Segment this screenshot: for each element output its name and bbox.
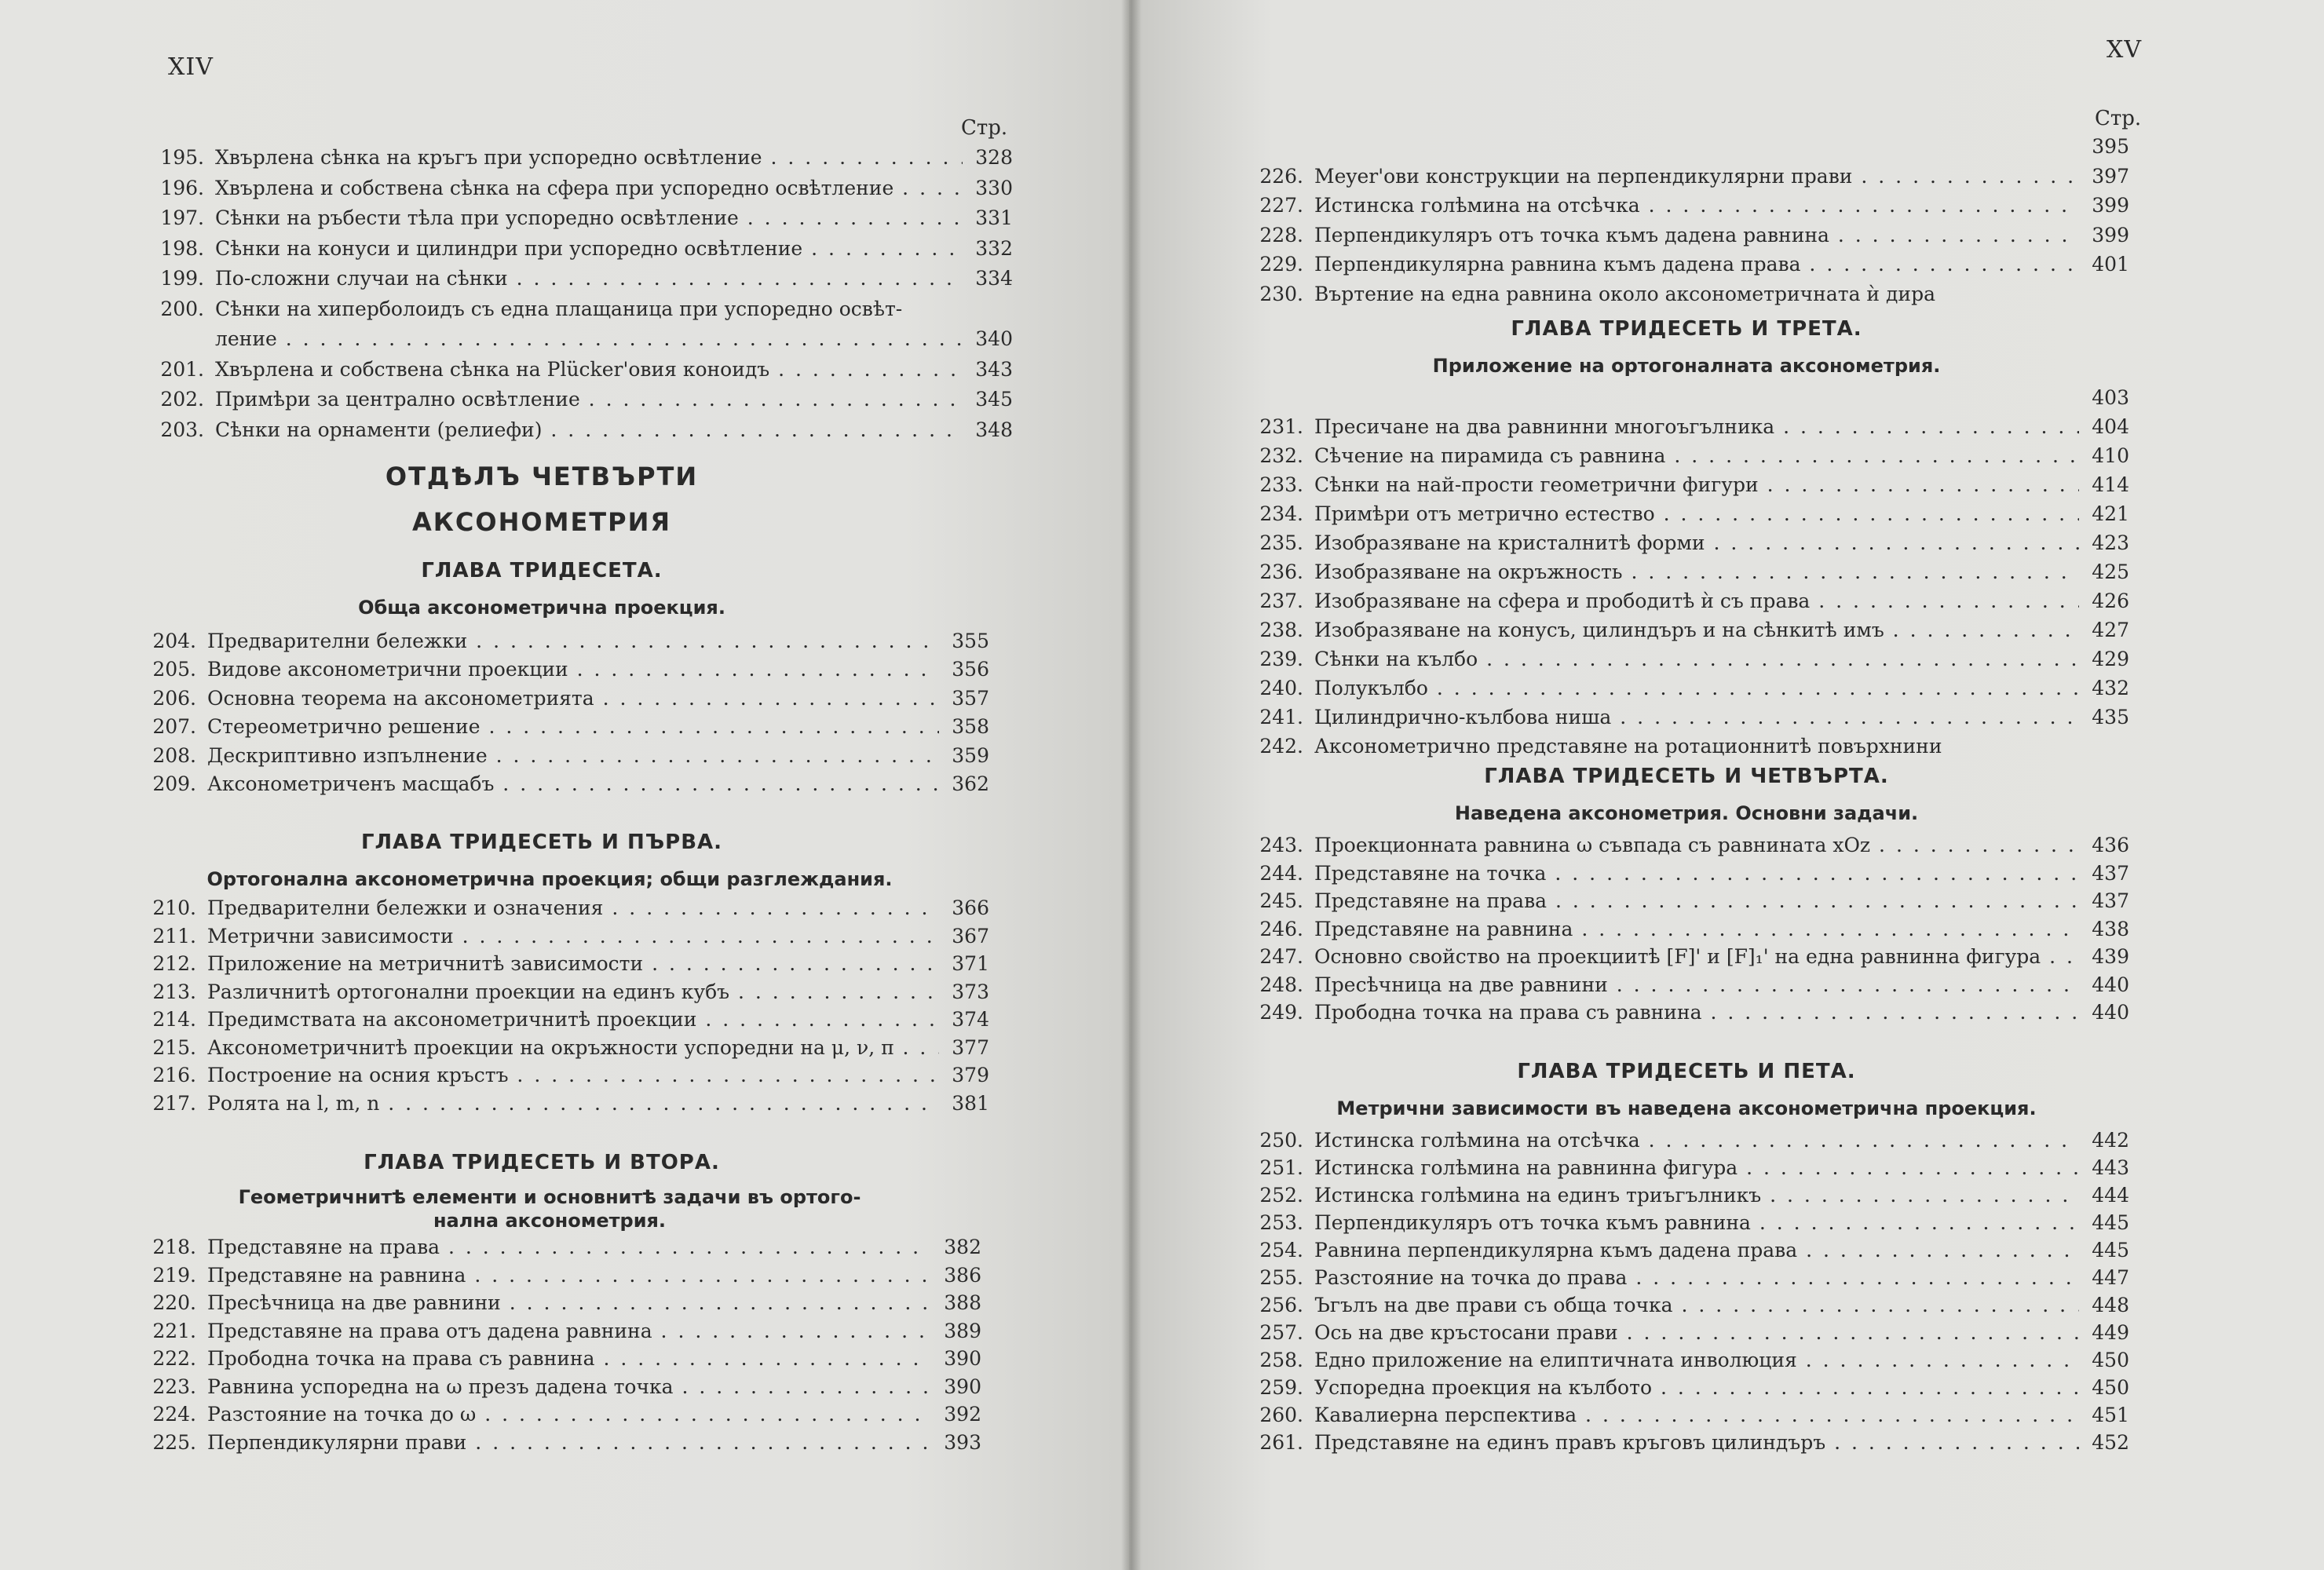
- toc-entry-title: Въртение на една равнина около аксонометричната ѝ дира: [1314, 282, 1936, 305]
- toc-entry: [141, 743, 989, 769]
- toc-entry-number: 196.: [160, 176, 204, 199]
- toc-entry-page: 390: [944, 1347, 981, 1370]
- toc-entry-title: Изобразяване на конусъ, цилиндъръ и на сѣнкитѣ имъ . . .: [1314, 617, 2079, 644]
- toc-entry-title: Хвърлена и собствена сѣнка на сфера при успоредно освѣтление . . .: [215, 175, 963, 202]
- toc-entry-number: 197.: [160, 206, 204, 229]
- toc-entry-page: 410: [2092, 444, 2129, 467]
- toc-entry-number: 219.: [152, 1263, 196, 1287]
- toc-entry: [1248, 192, 2129, 219]
- toc-entry: [1248, 675, 2129, 702]
- toc-entry: [141, 895, 989, 922]
- part-subtitle: АКСОНОМЕТРИЯ: [412, 507, 671, 537]
- toc-entry-page: 330: [975, 176, 1013, 199]
- toc-entry-title: Предварителни бележки и означения . . .: [207, 895, 939, 922]
- toc-entry: [149, 326, 1013, 352]
- toc-entry-page: 445: [2092, 1239, 2129, 1261]
- toc-entry: [1248, 1127, 2129, 1154]
- toc-entry-title: Предимствата на аксонометричнитѣ проекции . . .: [207, 1006, 939, 1033]
- toc-entry-page: 348: [975, 418, 1013, 441]
- toc-entry-page: 437: [2092, 861, 2129, 885]
- toc-entry: [1248, 1292, 2129, 1319]
- toc-entry-page: 371: [952, 952, 989, 975]
- toc-entry-number: 214.: [152, 1008, 196, 1031]
- chapter-34-subtitle: Наведена аксонометрия. Основни задачи.: [1454, 802, 1919, 824]
- toc-entry-page: 404: [2092, 415, 2129, 438]
- toc-entry-title: Сѣнки на ръбести тѣла при успоредно освѣтление . . .: [215, 205, 963, 232]
- toc-entry-page: 436: [2092, 834, 2129, 856]
- toc-entry-number: 217.: [152, 1091, 196, 1115]
- toc-entry-page: 389: [944, 1319, 981, 1342]
- toc-entry-title: Пресичане на два равнинни многоъгълника . . .: [1314, 414, 2079, 440]
- toc-entry: [141, 1234, 981, 1261]
- toc-entry: [1248, 1155, 2129, 1181]
- chapter-35-subtitle: Метрични зависимости въ наведена аксонометрична проекция.: [1336, 1097, 2037, 1119]
- toc-entry: [1248, 1182, 2129, 1209]
- toc-entry-number: 207.: [152, 715, 196, 739]
- toc-entry-page: 399: [2092, 194, 2129, 217]
- toc-entry: [1248, 944, 2129, 970]
- toc-entry-number: 200.: [160, 297, 204, 320]
- toc-entry-number: 232.: [1259, 444, 1303, 467]
- toc-entry-title: Ролята на l, m, n . . .: [207, 1090, 939, 1117]
- toc-entry: [141, 714, 989, 740]
- toc-entry-page: 381: [952, 1091, 989, 1115]
- toc-entry-title: Сѣнки на хиперболоидъ съ една плащаница при успоредно освѣт-: [215, 297, 903, 320]
- toc-entry-title: Прободна точка на права съ равнина . . .: [1314, 999, 2079, 1026]
- toc-entry-title: Представяне на права . . .: [207, 1234, 931, 1261]
- chapter-30-subtitle: Обща аксонометрична проекция.: [358, 597, 725, 619]
- toc-entry-page: 399: [2092, 223, 2129, 246]
- toc-entry-number: 211.: [152, 924, 196, 947]
- toc-entry-page: 449: [2092, 1321, 2129, 1344]
- toc-entry-page: 451: [2092, 1404, 2129, 1426]
- toc-entry-title: Стереометрично решение . . .: [207, 714, 939, 740]
- page-number-right: XV: [2106, 36, 2142, 64]
- toc-entry: [141, 628, 989, 655]
- toc-entry-title: Разстояние на точка до права . . .: [1314, 1265, 2079, 1291]
- toc-entry: [141, 685, 989, 712]
- toc-entry-title: Построение на осния кръстъ . . .: [207, 1062, 939, 1089]
- toc-entry: [1248, 617, 2129, 644]
- toc-entry: [149, 386, 1013, 413]
- toc-entry-page: 331: [975, 206, 1013, 229]
- toc-entry-page: 414: [2092, 473, 2129, 496]
- toc-entry: [1248, 646, 2129, 673]
- toc-entry-number: 230.: [1259, 282, 1303, 305]
- toc-entry-title: Перпендикуляръ отъ точка къмъ равнина . . .: [1314, 1210, 2079, 1236]
- toc-entry-page: 437: [2092, 889, 2129, 912]
- toc-entry: [141, 1318, 981, 1345]
- toc-entry-number: 240.: [1259, 677, 1303, 699]
- toc-entry-title: Приложение на метричнитѣ зависимости . . .: [207, 951, 939, 977]
- toc-entry-title: Представяне на права отъ дадена равнина . . .: [207, 1318, 931, 1345]
- toc-entry: [141, 1345, 981, 1372]
- toc-entry-page: 386: [944, 1263, 981, 1287]
- chapter-33-subtitle: Приложение на ортогоналната аксонометрия.: [1432, 355, 1941, 377]
- toc-entry-page: 388: [944, 1291, 981, 1314]
- toc-entry-title: Перпендикулярна равнина къмъ дадена права . . .: [1314, 251, 2079, 278]
- toc-entry: [149, 265, 1013, 292]
- toc-entry-number: 221.: [152, 1319, 196, 1342]
- toc-entry-number: 253.: [1259, 1211, 1303, 1234]
- toc-entry-title: Истинска голѣмина на отсѣчка . . .: [1314, 1127, 2079, 1154]
- right-page: [1129, 0, 2324, 1570]
- toc-entry: [141, 1401, 981, 1428]
- toc-entry-number: 198.: [160, 236, 204, 260]
- toc-entry-number: 236.: [1259, 560, 1303, 583]
- toc-entry-title: Проекционната равнина ω съвпада съ равнината xOz . . .: [1314, 832, 2079, 859]
- toc-entry-title: Хвърлена сѣнка на кръгъ при успоредно освѣтление . . .: [215, 144, 963, 171]
- toc-entry: [141, 1090, 989, 1117]
- toc-entry-page: 445: [2092, 1211, 2129, 1234]
- toc-entry: [1248, 385, 2129, 411]
- toc-entry: [1248, 414, 2129, 440]
- toc-entry-number: 242.: [1259, 735, 1303, 758]
- chapter-34-title: ГЛАВА ТРИДЕСЕТЬ И ЧЕТВЪРТА.: [1484, 765, 1889, 788]
- toc-entry-title: Сѣнки на конуси и цилиндри при успоредно освѣтление . . .: [215, 236, 963, 262]
- toc-entry-number: 254.: [1259, 1239, 1303, 1261]
- part-title: ОТДѢЛЪ ЧЕТВЪРТИ: [385, 462, 699, 491]
- toc-entry-page: 403: [2092, 386, 2129, 409]
- toc-entry-page: 374: [952, 1008, 989, 1031]
- toc-entry-title: Прободна точка на права съ равнина . . .: [207, 1345, 931, 1372]
- toc-entry: [1248, 972, 2129, 999]
- toc-entry-title: Изобразяване на окръжность . . .: [1314, 559, 2079, 586]
- toc-entry: [1248, 1429, 2129, 1456]
- toc-entry-title: Полукълбо . . .: [1314, 675, 2079, 702]
- toc-entry-page: 393: [944, 1430, 981, 1454]
- toc-entry: [1248, 1210, 2129, 1236]
- toc-entry-title: Представяне на равнина . . .: [1314, 916, 2079, 943]
- toc-entry-title: Сѣчение на пирамида съ равнина . . .: [1314, 443, 2079, 469]
- toc-entry-number: 195.: [160, 146, 204, 169]
- toc-entry: [1248, 251, 2129, 278]
- toc-entry-number: 216.: [152, 1064, 196, 1086]
- toc-entry-page: 421: [2092, 502, 2129, 525]
- toc-entry-number: 209.: [152, 772, 196, 795]
- toc-entry-page: 367: [952, 924, 989, 947]
- toc-entry-page: 358: [952, 715, 989, 739]
- toc-entry-number: 201.: [160, 357, 204, 381]
- toc-entry-number: 226.: [1259, 164, 1303, 188]
- page-number-left: XIV: [168, 53, 214, 81]
- toc-entry-title: Истинска голѣмина на отсѣчка . . .: [1314, 192, 2079, 219]
- toc-entry: [1248, 704, 2129, 731]
- toc-entry-title: Изобразяване на кристалнитѣ форми . . .: [1314, 530, 2079, 557]
- toc-entry: [141, 979, 989, 1006]
- toc-entry-page: 450: [2092, 1376, 2129, 1399]
- left-page: [0, 0, 1129, 1570]
- toc-entry-page: 382: [944, 1236, 981, 1258]
- toc-entry-number: 243.: [1259, 834, 1303, 856]
- toc-entry-number: 224.: [152, 1403, 196, 1426]
- toc-entry-page: 366: [952, 896, 989, 919]
- toc-entry-title: Meyer'ови конструкции на перпендикулярни прави . . .: [1314, 163, 2079, 190]
- toc-entry-page: 448: [2092, 1294, 2129, 1316]
- toc-entry-title: Истинска голѣмина на единъ триъгълникъ . . .: [1314, 1182, 2079, 1209]
- toc-entry-number: 208.: [152, 743, 196, 767]
- toc-entry: [1248, 1402, 2129, 1429]
- chapter-30-title: ГЛАВА ТРИДЕСЕТА.: [421, 559, 663, 582]
- toc-entry-page: 452: [2092, 1431, 2129, 1454]
- toc-entry-page: 443: [2092, 1156, 2129, 1179]
- toc-entry-number: 251.: [1259, 1156, 1303, 1179]
- toc-entry: [141, 1374, 981, 1400]
- chapter-31-subtitle: Ортогонална аксонометрична проекция; общи разглеждания.: [206, 868, 893, 890]
- chapter-32-title: ГЛАВА ТРИДЕСЕТЬ И ВТОРА.: [364, 1151, 720, 1174]
- toc-entry-number: 241.: [1259, 706, 1303, 728]
- toc-entry-title: Представяне на точка . . .: [1314, 860, 2079, 887]
- toc-entry: [1248, 999, 2129, 1026]
- toc-entry-title: Примѣри отъ метрично естество . . .: [1314, 501, 2079, 528]
- toc-entry-page: 429: [2092, 648, 2129, 670]
- toc-entry-title: Разстояние на точка до ω . . .: [207, 1401, 931, 1428]
- toc-entry-page: 355: [952, 630, 989, 652]
- toc-entry-number: 259.: [1259, 1376, 1303, 1399]
- toc-entry-title: Пресѣчница на две равнини . . .: [207, 1290, 931, 1316]
- toc-entry: [149, 417, 1013, 444]
- toc-entry-number: 255.: [1259, 1266, 1303, 1289]
- toc-entry-title: Сѣнки на най-прости геометрични фигури . . .: [1314, 472, 2079, 498]
- toc-entry-number: 233.: [1259, 473, 1303, 496]
- toc-entry-page: 442: [2092, 1129, 2129, 1152]
- toc-entry-page: 423: [2092, 531, 2129, 554]
- toc-entry-page: 444: [2092, 1184, 2129, 1207]
- toc-entry-page: 426: [2092, 590, 2129, 612]
- toc-entry: [141, 1062, 989, 1089]
- toc-entry-title: Ось на две кръстосани прави . . .: [1314, 1320, 2079, 1346]
- toc-entry-number: 222.: [152, 1347, 196, 1370]
- toc-entry: [149, 236, 1013, 262]
- toc-entry: [149, 356, 1013, 383]
- toc-entry-page: 440: [2092, 973, 2129, 996]
- toc-entry: [1248, 1375, 2129, 1401]
- toc-entry-number: 228.: [1259, 223, 1303, 246]
- toc-entry-number: 234.: [1259, 502, 1303, 525]
- toc-entry-page: 440: [2092, 1001, 2129, 1024]
- toc-entry-page: 425: [2092, 560, 2129, 583]
- toc-entry-title: Видове аксонометрични проекции . . .: [207, 656, 939, 683]
- toc-entry-page: 362: [952, 772, 989, 795]
- toc-entry-number: 235.: [1259, 531, 1303, 554]
- toc-entry-number: 220.: [152, 1291, 196, 1314]
- toc-entry-title: Дескриптивно изпълнение . . .: [207, 743, 939, 769]
- toc-entry-number: 223.: [152, 1375, 196, 1398]
- toc-entry-number: 256.: [1259, 1294, 1303, 1316]
- toc-entry-title: Примѣри за централно освѣтление . . .: [215, 386, 963, 413]
- toc-entry-page: 332: [975, 236, 1013, 260]
- toc-entry-number: 244.: [1259, 861, 1303, 885]
- page-column-label-right: Стр.: [2095, 107, 2142, 130]
- book-gutter: [1121, 0, 1142, 1570]
- toc-entry-title: Кавалиерна перспектива . . .: [1314, 1402, 2079, 1429]
- chapter-32-subtitle-line1: Геометричнитѣ елементи и основнитѣ задачи въ ортого-: [238, 1186, 861, 1208]
- toc-entry-page: 343: [975, 357, 1013, 381]
- toc-entry-number: 218.: [152, 1236, 196, 1258]
- toc-entry: [1248, 860, 2129, 887]
- toc-entry-title: Аксонометрично представяне на ротационнитѣ повърхнини: [1314, 735, 1942, 758]
- toc-entry-number: 247.: [1259, 945, 1303, 968]
- toc-entry: [141, 1006, 989, 1033]
- toc-entry: [1248, 588, 2129, 615]
- toc-entry: [1248, 163, 2129, 190]
- toc-entry-page: 447: [2092, 1266, 2129, 1289]
- chapter-31-title: ГЛАВА ТРИДЕСЕТЬ И ПЪРВА.: [360, 831, 723, 854]
- toc-entry: [1248, 501, 2129, 528]
- toc-entry-title: Хвърлена и собствена сѣнка на Plücker'овия коноидъ . . .: [215, 356, 963, 383]
- toc-entry-page: 397: [2092, 164, 2129, 188]
- toc-entry-page: 356: [952, 658, 989, 681]
- toc-entry-number: 257.: [1259, 1321, 1303, 1344]
- toc-entry-page: 450: [2092, 1349, 2129, 1371]
- toc-entry-page: 345: [975, 388, 1013, 411]
- toc-entry-title: Основна теорема на аксонометрията . . .: [207, 685, 939, 712]
- toc-entry-title: Едно приложение на елиптичната инволюция . . .: [1314, 1347, 2079, 1374]
- toc-entry: [149, 296, 1013, 323]
- toc-entry-number: 245.: [1259, 889, 1303, 912]
- toc-entry-number: 261.: [1259, 1431, 1303, 1454]
- toc-entry-number: 225.: [152, 1430, 196, 1454]
- toc-entry-title: Равнина перпендикулярна къмъ дадена права . . .: [1314, 1237, 2079, 1264]
- toc-entry-number: 215.: [152, 1035, 196, 1059]
- toc-entry-page: 377: [952, 1035, 989, 1059]
- toc-entry-number: 238.: [1259, 619, 1303, 641]
- toc-entry-page: 334: [975, 267, 1013, 290]
- toc-entry-page: 392: [944, 1403, 981, 1426]
- toc-entry-title: Цилиндрично-кълбова ниша . . .: [1314, 704, 2079, 731]
- toc-entry: [1248, 133, 2129, 160]
- toc-entry-page: 435: [2092, 706, 2129, 728]
- toc-entry-title: Аксонометричнитѣ проекции на окръжности успоредни на μ, ν, π . . .: [207, 1035, 939, 1061]
- toc-entry: [141, 1262, 981, 1289]
- toc-entry-number: 249.: [1259, 1001, 1303, 1024]
- chapter-35-title: ГЛАВА ТРИДЕСЕТЬ И ПЕТА.: [1517, 1060, 1856, 1083]
- toc-entry-title: Предварителни бележки . . .: [207, 628, 939, 655]
- toc-entry-number: 231.: [1259, 415, 1303, 438]
- toc-entry: [1248, 1265, 2129, 1291]
- toc-entry: [1248, 1320, 2129, 1346]
- toc-entry: [141, 951, 989, 977]
- toc-entry: [149, 175, 1013, 202]
- toc-entry-title: Сѣнки на орнаменти (релиефи) . . .: [215, 417, 963, 444]
- toc-entry-title: Пресѣчница на две равнини . . .: [1314, 972, 2079, 999]
- toc-entry: [1248, 443, 2129, 469]
- toc-entry: [1248, 472, 2129, 498]
- toc-entry: [1248, 1237, 2129, 1264]
- toc-entry-page: 427: [2092, 619, 2129, 641]
- toc-entry-title: Изобразяване на сфера и прободитѣ ѝ съ права . . .: [1314, 588, 2079, 615]
- toc-entry: [141, 771, 989, 798]
- page-column-label-left: Стр.: [961, 116, 1008, 140]
- toc-entry-number: 237.: [1259, 590, 1303, 612]
- toc-entry-title: Основно свойство на проекциитѣ [F]' и [F]₁' на една равнинна фигура . . .: [1314, 944, 2079, 970]
- toc-entry-page: 359: [952, 743, 989, 767]
- toc-entry: [1248, 1347, 2129, 1374]
- toc-entry-number: 210.: [152, 896, 196, 919]
- chapter-32-subtitle-line2: нална аксонометрия.: [433, 1210, 667, 1232]
- toc-entry: [141, 656, 989, 683]
- toc-entry-title: Аксонометриченъ масщабъ . . .: [207, 771, 939, 798]
- toc-entry-title: Перпендикулярни прави . . .: [207, 1429, 931, 1456]
- toc-entry-title: Представяне на права . . .: [1314, 888, 2079, 915]
- toc-entry-title: Успоредна проекция на кълбото . . .: [1314, 1375, 2079, 1401]
- toc-entry-number: 213.: [152, 980, 196, 1003]
- toc-entry-number: 205.: [152, 658, 196, 681]
- toc-entry-title: Равнина успоредна на ω презъ дадена точка . . .: [207, 1374, 931, 1400]
- toc-entry: [141, 1035, 989, 1061]
- toc-entry-page: 379: [952, 1064, 989, 1086]
- toc-entry-number: 258.: [1259, 1349, 1303, 1371]
- toc-entry-page: 395: [2092, 135, 2129, 158]
- toc-entry-number: 250.: [1259, 1129, 1303, 1152]
- toc-entry-title: Различнитѣ ортогонални проекции на единъ кубъ . . .: [207, 979, 939, 1006]
- chapter-33-title: ГЛАВА ТРИДЕСЕТЬ И ТРЕТА.: [1511, 317, 1862, 341]
- toc-entry: [1248, 222, 2129, 249]
- toc-entry-title: Ъгълъ на две прави съ обща точка . . .: [1314, 1292, 2079, 1319]
- toc-entry: [141, 923, 989, 950]
- toc-entry: [1248, 530, 2129, 557]
- toc-entry-title: Представяне на равнина . . .: [207, 1262, 931, 1289]
- toc-entry-title: Перпендикуляръ отъ точка къмъ дадена равнина . . .: [1314, 222, 2079, 249]
- toc-entry-number: 212.: [152, 952, 196, 975]
- toc-entry-page: 438: [2092, 917, 2129, 940]
- toc-entry: [1248, 888, 2129, 915]
- toc-entry-title: По-сложни случаи на сѣнки . . .: [215, 265, 963, 292]
- toc-entry: [1248, 281, 2129, 308]
- toc-entry-page: 373: [952, 980, 989, 1003]
- toc-entry-number: 206.: [152, 686, 196, 710]
- toc-entry-title: Истинска голѣмина на равнинна фигура . . .: [1314, 1155, 2079, 1181]
- toc-entry: [1248, 916, 2129, 943]
- toc-entry-number: 199.: [160, 267, 204, 290]
- toc-entry-title: ление . . .: [215, 326, 963, 352]
- toc-entry: [1248, 559, 2129, 586]
- toc-entry: [141, 1290, 981, 1316]
- toc-entry-title: Представяне на единъ правъ кръговъ цилиндъръ . . .: [1314, 1429, 2079, 1456]
- toc-entry: [1248, 832, 2129, 859]
- toc-entry-number: 227.: [1259, 194, 1303, 217]
- toc-entry-page: 401: [2092, 253, 2129, 276]
- toc-entry-number: 239.: [1259, 648, 1303, 670]
- toc-entry-page: 328: [975, 146, 1013, 169]
- toc-entry-page: 357: [952, 686, 989, 710]
- toc-entry-title: Сѣнки на кълбо . . .: [1314, 646, 2079, 673]
- toc-entry-page: 340: [975, 327, 1013, 350]
- toc-entry-number: 202.: [160, 388, 204, 411]
- toc-entry-page: 432: [2092, 677, 2129, 699]
- toc-entry-title: Метрични зависимости . . .: [207, 923, 939, 950]
- toc-entry-number: 248.: [1259, 973, 1303, 996]
- toc-entry-number: 246.: [1259, 917, 1303, 940]
- toc-entry-number: 260.: [1259, 1404, 1303, 1426]
- toc-entry: [141, 1429, 981, 1456]
- toc-entry-number: 204.: [152, 630, 196, 652]
- toc-entry: [1248, 733, 2129, 760]
- toc-entry-number: 229.: [1259, 253, 1303, 276]
- toc-entry-page: 439: [2092, 945, 2129, 968]
- toc-entry: [149, 144, 1013, 171]
- toc-entry-number: 203.: [160, 418, 204, 441]
- toc-entry-number: 252.: [1259, 1184, 1303, 1207]
- toc-entry-page: 390: [944, 1375, 981, 1398]
- toc-entry: [149, 205, 1013, 232]
